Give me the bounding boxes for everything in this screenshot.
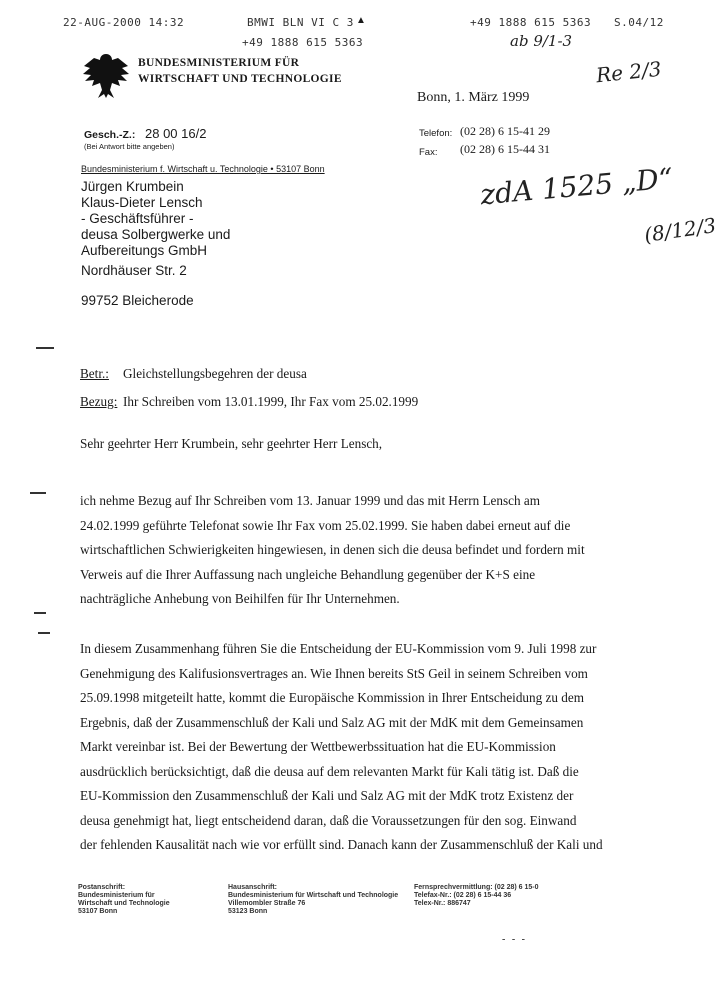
footer-house-line: 53123 Bonn — [228, 908, 268, 915]
footer-dashes: - - - — [502, 934, 527, 945]
recipient-name-1: Jürgen Krumbein — [81, 179, 184, 194]
para1-line: wirtschaftlichen Schwierigkeiten hingewiesen, in denen sich die deusa befindet und fordern mit — [80, 542, 585, 557]
fax-label: Fax: — [419, 147, 438, 158]
para1-line: 24.02.1999 geführte Telefonat sowie Ihr Fax vom 25.02.1999. Sie haben dabei erneut auf die — [80, 517, 571, 533]
footer-contact-line: Fernsprechvermittlung: (02 28) 6 15-0 — [414, 884, 539, 891]
recipient-role: - Geschäftsführer - — [81, 211, 194, 226]
place-date: Bonn, 1. März 1999 — [417, 90, 530, 105]
footer-house-line: Villemombler Straße 76 — [228, 900, 306, 907]
federal-eagle-icon — [80, 50, 132, 102]
bezug-text: Ihr Schreiben vom 13.01.1999, Ihr Fax vom 25.02.1999 — [123, 394, 419, 409]
footer-postal — [78, 884, 170, 916]
recipient-city: 99752 Bleicherode — [81, 293, 194, 308]
para1-line: nachträgliche Anhebung von Beihilfen für Ihr Unternehmen. — [80, 591, 400, 606]
recipient-name-2: Klaus-Dieter Lensch — [81, 195, 203, 210]
handwritten-initials: Re 2/3 — [594, 56, 663, 88]
margin-mark-4 — [38, 632, 50, 634]
gesch-value: 28 00 16/2 — [145, 126, 207, 141]
footer-postal-title: Postanschrift: — [78, 884, 126, 891]
recipient-street: Nordhäuser Str. 2 — [81, 263, 187, 278]
fax-right-phone: +49 1888 615 5363 — [470, 16, 592, 29]
handwritten-note-top: ab 9/1-3 — [510, 32, 573, 50]
footer-house-title: Hausanschrift: — [228, 884, 278, 891]
footer-postal-line: Wirtschaft und Technologie — [78, 900, 170, 907]
letterhead-line2: WIRTSCHAFT UND TECHNOLOGIE — [138, 73, 342, 85]
recipient-block — [81, 179, 230, 259]
footer-postal-line: 53107 Bonn — [78, 908, 118, 915]
fax-sender-phone: +49 1888 615 5363 — [242, 36, 364, 49]
telefon-value: (02 28) 6 15-41 29 — [460, 124, 550, 138]
margin-mark-1 — [36, 347, 54, 349]
footer-postal-line: Bundesministerium für — [78, 892, 155, 899]
margin-mark-3 — [34, 612, 46, 614]
fax-sender-id: BMWI BLN VI C 3 — [247, 16, 354, 29]
margin-mark-2 — [30, 492, 46, 494]
footer-house-line: Bundesministerium für Wirtschaft und Technologie — [228, 892, 399, 899]
salutation: Sehr geehrter Herr Krumbein, sehr geehrter Herr Lensch, — [80, 436, 383, 451]
para2-line: 25.09.1998 mitgeteilt hatte, kommt die Europäische Kommission in Ihrer Entscheidung zu dem — [80, 690, 584, 705]
handwritten-date: (8/12/3 — [642, 213, 718, 247]
betr-text: Gleichstellungsbegehren der deusa — [123, 366, 307, 381]
para1-line: Verweis auf die Ihrer Auffassung nach ungleiche Behandlung gegenüber der K+S eine — [80, 566, 536, 582]
paragraph-1 — [80, 489, 642, 612]
para2-line: deusa genehmigt hat, liegt entscheidend daran, daß die Voraussetzungen für den sog. Einwand — [80, 812, 577, 828]
bezug-label: Bezug: — [80, 394, 118, 409]
para1-line: ich nehme Bezug auf Ihr Schreiben vom 13. Januar 1999 und das mit Herrn Lensch am — [80, 493, 540, 508]
para2-line: der fehlenden Kausalität nach wie vor erfüllt sind. Danach kann der Zusammenschluß der Kali und — [80, 837, 603, 852]
fax-marker-icon: ▲ — [356, 15, 366, 26]
para2-line: ausdrücklich berücksichtigt, daß die deusa auf dem relevanten Markt für Kali tätig ist. Daß die — [80, 763, 579, 779]
footer-contact — [414, 884, 539, 908]
gesch-note: (Bei Antwort bitte angeben) — [84, 142, 175, 151]
fax-datetime: 22-AUG-2000 14:32 — [63, 16, 185, 29]
letterhead-line1: BUNDESMINISTERIUM FÜR — [138, 57, 300, 69]
return-address: Bundesministerium f. Wirtschaft u. Technologie • 53107 Bonn — [81, 164, 325, 174]
gesch-label: Gesch.-Z.: — [84, 129, 136, 141]
fax-value: (02 28) 6 15-44 31 — [460, 142, 550, 156]
betr-label: Betr.: — [80, 366, 109, 381]
footer-house — [228, 884, 398, 916]
handwritten-filing-note: zdA 1525 „D“ — [478, 161, 675, 212]
para2-line: In diesem Zusammenhang führen Sie die Entscheidung der EU-Kommission vom 9. Juli 1998 zur — [80, 641, 597, 656]
telefon-label: Telefon: — [419, 128, 453, 139]
fax-page-number: S.04/12 — [614, 16, 664, 29]
para2-line: EU-Kommission den Zusammenschluß der Kali und Salz AG mit der MdK trotz Existenz der — [80, 788, 574, 803]
footer-contact-line: Telefax-Nr.: (02 28) 6 15-44 36 — [414, 892, 512, 899]
para2-line: Markt vereinbar ist. Bei der Bewertung der Wettbewerbssituation hat die EU-Kommission — [80, 739, 556, 754]
recipient-company-2: Aufbereitungs GmbH — [81, 243, 208, 258]
para2-line: Ergebnis, daß der Zusammenschluß der Kali und Salz AG mit der MdK mit dem Gemeinsamen — [80, 714, 584, 730]
recipient-company-1: deusa Solbergwerke und — [81, 227, 231, 242]
paragraph-2 — [80, 637, 642, 858]
footer-contact-line: Telex-Nr.: 886747 — [414, 900, 471, 907]
para2-line: Genehmigung des Kalifusionsvertrages an. Wie Ihnen bereits StS Geil in seinem Schreiben vom — [80, 665, 588, 681]
